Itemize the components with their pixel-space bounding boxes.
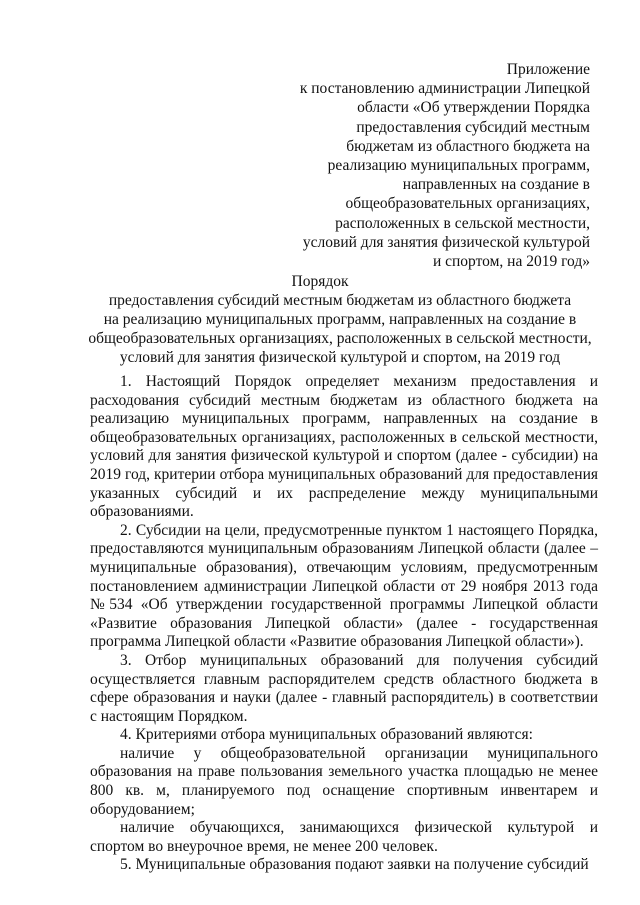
paragraph-4: 4. Критериями отбора муниципальных образований являются: [120,726,533,744]
document-body [90,373,598,875]
annex-line: и спортом, на 2019 год» [432,253,590,271]
paragraph-3: 3. Отбор муниципальных образований для получения субсидий осуществляется главным распорядителем средств областного бюджета в сфере образования и науки (далее - главный распорядитель) в соответствии с настоящим Порядком. [90,651,598,725]
paragraph-1: 1. Настоящий Порядок определяет механизм предоставления и расходования субсидий местным бюджетам из областного бюджета на реализацию муниципальных программ, направленных на создание в общеобразовательных организациях, расположенных в сельской местности, условий для занятия физической культурой и спортом (далее - субсидии) на 2019 год, критерии отбора муниципальных образований для предоставления указанных субсидий и их распределение между муниципальными образованиями. [90,373,598,521]
annex-block [290,60,590,271]
annex-line: к постановлению администрации Липецкой [299,80,590,98]
subtitle-line: условий для занятия физической культурой и спортом, на 2019 год [119,349,561,366]
subtitle-line: на реализацию муниципальных программ, направленных на создание в [103,311,577,328]
annex-line: общеобразовательных организациях, [345,195,590,213]
subtitle-line: предоставления субсидий местным бюджетам из областного бюджета [108,292,572,309]
annex-line: реализацию муниципальных программ, [327,157,590,175]
annex-line: направленных на создание в [402,176,590,194]
paragraph-4-criterion-1: наличие у общеобразовательной организации муниципального образования на праве пользования земельного участка площадью не менее 800 кв. м, планируемого под оснащение спортивным инвентарем и оборудованием; [90,744,598,818]
document-title: Порядок [291,273,349,290]
subtitle-line: общеобразовательных организациях, расположенных в сельской местности, [88,330,592,347]
annex-line: Приложение [506,61,590,78]
annex-line: условий для занятия физической культурой [302,233,590,251]
annex-line: расположенных в сельской местности, [335,214,590,232]
paragraph-5: 5. Муниципальные образования подают заявки на получение субсидий [120,856,589,874]
document-subtitle [70,291,610,367]
annex-line: предоставления субсидий местным [356,118,590,136]
paragraph-4-criterion-2: наличие обучающихся, занимающихся физической культурой и спортом во внеурочное время, не менее 200 человек. [90,819,598,855]
annex-line: области «Об утверждении Порядка [357,99,590,117]
paragraph-2: 2. Субсидии на цели, предусмотренные пунктом 1 настоящего Порядка, предоставляются муниципальным образованиям Липецкой области (далее – муниципальные образования), отвечающим условиям, предусмотренным постановлением администрации Липецкой области от 29 ноября 2013 года №534 «Об утверждении государственной программы Липецкой области «Развитие образования Липецкой области» (далее - государственная программа Липецкой области «Развитие образования Липецкой области»). [90,521,598,651]
annex-line: бюджетам из областного бюджета на [346,137,590,155]
